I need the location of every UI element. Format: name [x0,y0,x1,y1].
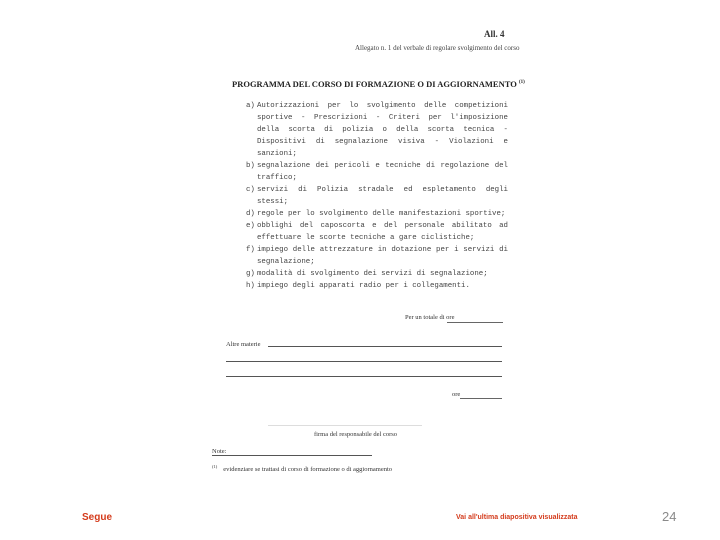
other-subjects-line [268,346,502,347]
footnote-text: evidenziare se trattasi di corso di formazione o di aggiornamento [223,466,393,474]
program-list [246,100,508,292]
program-item-text: obblighi del caposcorta e del personale abilitato ad effettuare le scorte tecniche a gare ciclistiche; [257,222,508,242]
hours-label: ore [452,391,461,398]
next-slide-link[interactable]: Segue [82,512,113,523]
blank-line [226,361,502,362]
program-item-text: impiego degli apparati radio per i collegamenti. [257,282,470,290]
total-hours-label: Per un totale di ore [405,314,455,321]
attachment-reference: Allegato n. 1 del verbale di regolare svolgimento del corso [355,44,520,52]
footnote-mark: (1) [212,464,218,469]
notes-divider [212,455,372,456]
title-footnote-mark: (1) [518,80,525,86]
program-item-text: segnalazione dei pericoli e tecniche di regolazione del traffico; [257,162,508,182]
notes-label: Note: [212,448,227,455]
signature-line [268,425,422,426]
program-item [246,208,508,220]
program-item-text: regole per lo svolgimento delle manifestazioni sportive; [257,210,506,218]
title-text: PROGRAMMA DEL CORSO DI FORMAZIONE O DI AGGIORNAMENTO [232,79,517,89]
program-item-text: Autorizzazioni per lo svolgimento delle competizioni sportive - Prescrizioni - Criteri per l'imposizione della scorta di polizia o della scorta tecnica - Dispositivi di segnalazione visiva - Violazioni e sanzioni; [257,102,508,158]
program-item-label: b) [246,162,255,170]
signature-label: firma del responsabile del corso [314,431,398,438]
hours-line [460,398,502,399]
program-item-label: e) [246,222,255,230]
program-item-label: a) [246,102,255,110]
program-item [246,220,508,244]
program-item-text: servizi di Polizia stradale ed espletamento degli stessi; [257,186,508,206]
footnote [212,464,392,473]
program-item [246,280,508,292]
program-item-text: modalità di svolgimento dei servizi di segnalazione; [257,270,488,278]
program-item [246,100,508,160]
page-title [232,79,525,89]
program-item [246,244,508,268]
total-hours-line [447,322,503,323]
program-item-label: g) [246,270,255,278]
program-item [246,268,508,280]
program-item-label: d) [246,210,255,218]
program-item-label: f) [246,246,255,254]
blank-line [226,376,502,377]
page-number: 24 [662,509,677,524]
last-viewed-slide-link[interactable]: Vai all'ultima diapositiva visualizzata [456,514,578,521]
program-item-text: impiego delle attrezzature in dotazione per i servizi di segnalazione; [257,246,508,266]
attachment-number: All. 4 [484,29,505,39]
other-subjects-label: Altre materie [226,341,261,348]
program-item-label: h) [246,282,255,290]
program-item [246,184,508,208]
program-item [246,160,508,184]
program-item-label: c) [246,186,255,194]
